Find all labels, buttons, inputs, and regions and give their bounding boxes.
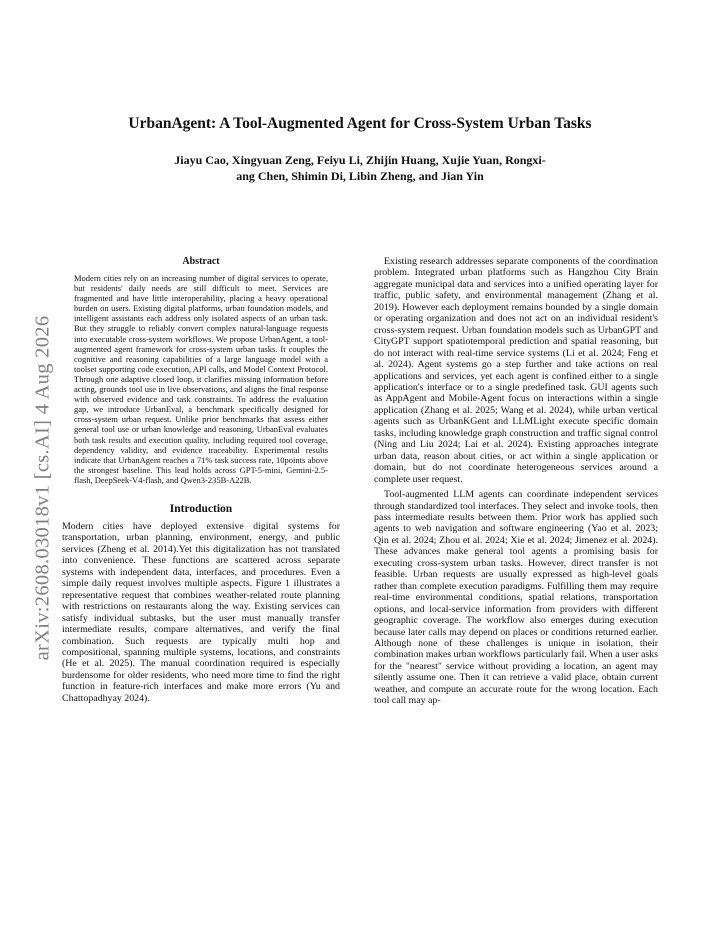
paper-title: UrbanAgent: A Tool-Augmented Agent for Cross-System Urban Tasks [128,115,592,132]
author-list [120,152,600,184]
abstract-text: Modern cities rely on an increasing number of digital services to operate, but residents' daily needs are still difficult to meet. Services are fragmented and have little interoperability, placing a heavy operational burden on users. Existing digital platforms, urban foundation models, and intelligent assistants each address only isolated aspects of an urban task. But they struggle to reliably convert complex natural-language requests into executable cross-system workflows. We propose UrbanAgent, a tool-augmented agent framework for cross-system urban tasks. It couples the cognitive and reasoning capabilities of a large language model with a toolset supporting code execution, API calls, and Model Context Protocol. Through one adaptive closed loop, it clarifies missing information before acting, grounds tool use in live observations, and aligns the final response with observed evidence and task constraints. To address the evaluation gap, we introduce UrbanEval, a benchmark specifically designed for cross-system urban request. Unlike prior benchmarks that assess either general tool use or urban knowledge and reasoning, UrbanEval evaluates both task results and execution quality, including required tool coverage, dependency validity, and evidence traceability. Experimental results indicate that UrbanAgent reaches a 71% task success rate, 10points above the strongest baseline. This lead holds across GPT-5-mini, Gemini-2.5-flash, DeepSeek-V4-flash, and Qwen3-235B-A22B. [74,273,328,485]
left-column [62,256,340,704]
author-line: Jiayu Cao, Xingyuan Zeng, Feiyu Li, Zhijin Huang, Xujie Yuan, Rongxi- [174,153,546,167]
abstract-heading: Abstract [182,256,220,267]
body-paragraph: Existing research addresses separate components of the coordination problem. Integrated urban platforms such as Hangzhou City Brain aggregate municipal data and services into a unified operating layer for traffic, public safety, and environmental management (Zhang et al. 2019). However each deployment remains bounded by a single domain or operating organization and does not act on an individual resident's cross-system request. Urban foundation models such as UrbanGPT and CityGPT support spatiotemporal prediction and spatial reasoning, but do not interact with real-time service systems (Li et al. 2024; Feng et al. 2024). Agent systems go a step further and take actions on real applications and services, yet each agent is confined either to a single application's interface or to a single predefined task. GUI agents such as AppAgent and Mobile-Agent focus on interactions within a single application (Zhang et al. 2025; Wang et al. 2024), while urban vertical agents such as UrbanKGent and LLMLight execute specific domain tasks, including knowledge graph construction and traffic signal control (Ning and Liu 2024; Lai et al. 2024). Existing approaches integrate urban data, reason about cities, or act within a single application or domain, but do not coordinate heterogeneous services around a complete user request. [374,256,658,485]
author-line: ang Chen, Shimin Di, Libin Zheng, and Jian Yin [236,169,484,183]
right-column [374,256,658,707]
introduction-heading: Introduction [169,502,233,515]
body-paragraph: Tool-augmented LLM agents can coordinate independent services through standardized tool interfaces. They select and invoke tools, then pass intermediate results between them. Prior work has applied such agents to web navigation and software engineering (Yao et al. 2023; Qin et al. 2024; Zhou et al. 2024; Xie et al. 2024; Jimenez et al. 2024). These advances make general tool agents a promising basis for executing cross-system urban tasks. However, direct transfer is not feasible. Urban requests are usually expressed as high-level goals rather than complete execution paradigms. Fulfilling them may require real-time environmental conditions, spatial relations, transportation options, and local-service information from providers with different geographic coverage. The workflow also emerges during execution because later calls may depend on places or conditions returned earlier. Although none of these challenges is unique in isolation, their combination makes urban workflows particularly fail. When a user asks for the "nearest" service without providing a location, an agent may silently assume one. Then it can retrieve a valid place, obtain current weather, and compute an accurate route for the wrong location. Each tool call may ap- [374,489,658,707]
introduction-paragraph: Modern cities have deployed extensive digital systems for transportation, urban planning, environment, energy, and public services (Zheng et al. 2014).Yet this digitalization has not translated into convenience. These functions are scattered across separate systems with independent data, interfaces, and procedures. Even a simple daily request involves multiple aspects. Figure 1 illustrates a representative request that combines weather-related route planning with restrictions on restaurants along the way. Existing services can satisfy individual subtasks, but the user must manually transfer intermediate results, compare alternatives, and verify the final combination. Such requests are typically multi hop and compositional, spanning multiple systems, locations, and constraints (He et al. 2025). The manual coordination required is especially burdensome for older residents, who need more time to find the right function in feature-rich interfaces and make more errors (Yu and Chattopadhyay 2024). [62,520,340,704]
arxiv-identifier[interactable]: arXiv:2608.03018v1 [cs.AI] 4 Aug 2026 [31,315,54,661]
